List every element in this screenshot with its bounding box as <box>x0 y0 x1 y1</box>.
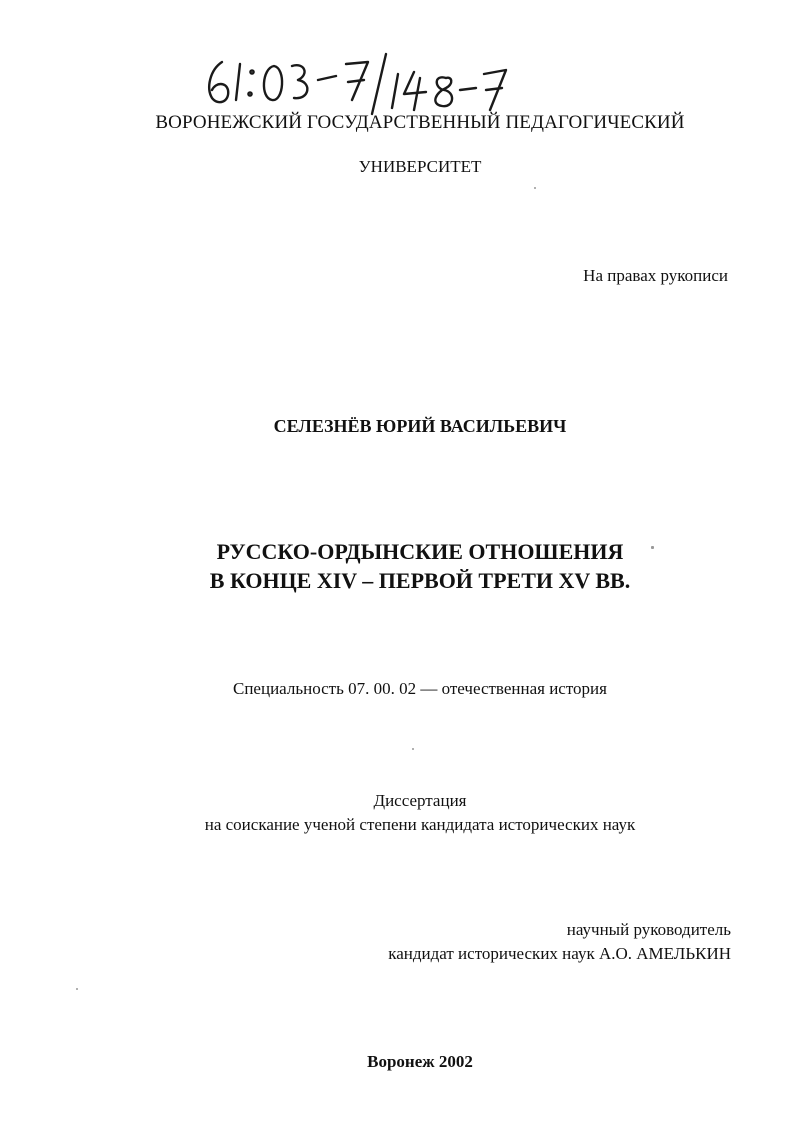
title-line2: В КОНЦЕ XIV – ПЕРВОЙ ТРЕТИ XV ВВ. <box>209 568 631 593</box>
city-year: Воронеж 2002 <box>367 1052 473 1071</box>
handwritten-catalog-number <box>200 48 530 118</box>
scan-speck <box>412 748 414 750</box>
scan-speck <box>534 187 536 189</box>
university-name-line1: ВОРОНЕЖСКИЙ ГОСУДАРСТВЕННЫЙ ПЕДАГОГИЧЕСКИЙ <box>155 112 685 133</box>
degree-line: на соискание ученой степени кандидата исторических наук <box>204 815 636 834</box>
dissertation-title <box>120 537 720 595</box>
rights-note: На правах рукописи <box>583 266 728 285</box>
advisor-role: научный руководитель <box>566 920 731 939</box>
specialty-line: Специальность 07. 00. 02 — отечественная история <box>233 679 607 698</box>
author-name: СЕЛЕЗНЁВ ЮРИЙ ВАСИЛЬЕВИЧ <box>273 416 567 436</box>
handwritten-number-drawing <box>200 48 530 118</box>
advisor-name: кандидат исторических наук А.О. АМЕЛЬКИН <box>388 944 731 963</box>
scan-speck <box>76 988 78 990</box>
dissertation-label: Диссертация <box>373 791 467 810</box>
scan-speck <box>651 546 654 549</box>
title-line1: РУССКО-ОРДЫНСКИЕ ОТНОШЕНИЯ <box>216 539 624 564</box>
university-name-line2: УНИВЕРСИТЕТ <box>358 157 482 176</box>
dissertation-purpose <box>120 789 720 837</box>
scientific-advisor <box>388 918 731 966</box>
